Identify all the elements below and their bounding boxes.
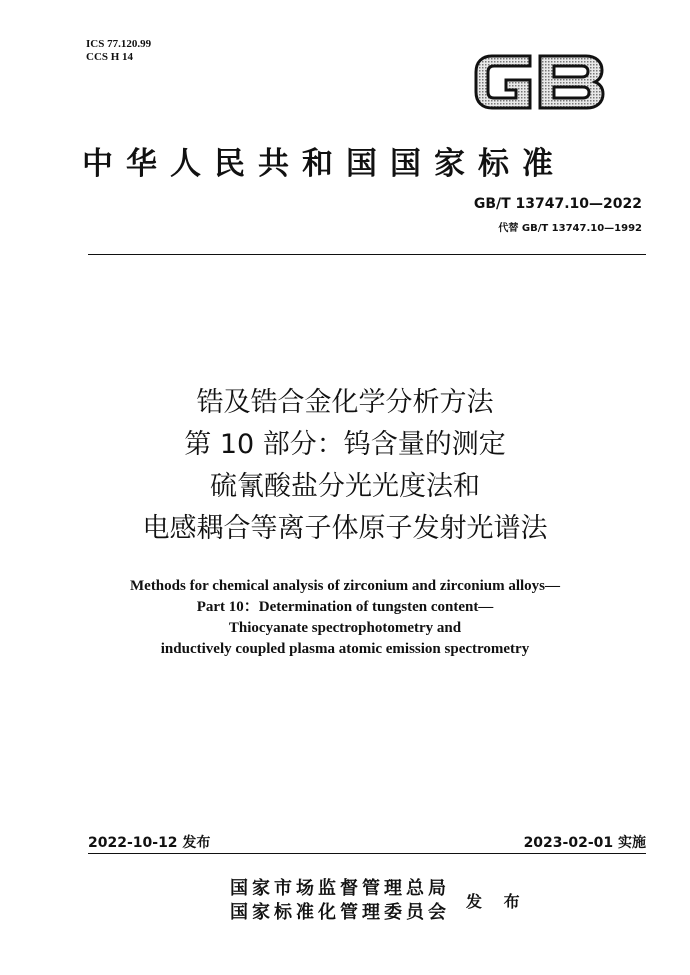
implementation-date: 2023-02-01 实施 bbox=[523, 835, 646, 851]
chinese-title-line: 锆及锆合金化学分析方法 bbox=[196, 387, 494, 418]
english-title bbox=[0, 576, 690, 660]
ics-code: ICS 77.120.99 bbox=[86, 38, 152, 50]
gb-logo bbox=[470, 46, 608, 118]
national-standard-heading: 中华人民共和国国家标准 bbox=[82, 146, 566, 182]
chinese-title bbox=[0, 382, 690, 550]
chinese-title-line: 硫氰酸盐分光光度法和 bbox=[210, 471, 480, 502]
english-title-line: inductively coupled plasma atomic emission spectrometry bbox=[160, 641, 530, 657]
header-divider bbox=[88, 254, 646, 255]
footer-divider bbox=[88, 853, 646, 854]
english-title-line: Part 10：Determination of tungsten content— bbox=[196, 599, 494, 615]
issuer-sac: 国家标准化管理委员会 bbox=[230, 902, 450, 923]
issuer-samr: 国家市场监督管理总局 bbox=[230, 878, 450, 899]
chinese-title-line: 第 10 部分：钨含量的测定 bbox=[184, 429, 506, 460]
ccs-code: CCS H 14 bbox=[86, 51, 134, 63]
english-title-line: Methods for chemical analysis of zirconium and zirconium alloys— bbox=[130, 578, 560, 594]
issuing-authorities bbox=[230, 877, 450, 925]
english-title-line: Thiocyanate spectrophotometry and bbox=[228, 620, 462, 636]
chinese-title-line: 电感耦合等离子体原子发射光谱法 bbox=[142, 513, 548, 544]
standard-number: GB/T 13747.10—2022 bbox=[473, 196, 642, 212]
issue-date: 2022-10-12 发布 bbox=[88, 835, 211, 851]
classification-codes bbox=[86, 38, 151, 64]
issue-word: 发 布 bbox=[466, 892, 528, 911]
replaces-standard: 代替 GB/T 13747.10—1992 bbox=[498, 223, 642, 234]
